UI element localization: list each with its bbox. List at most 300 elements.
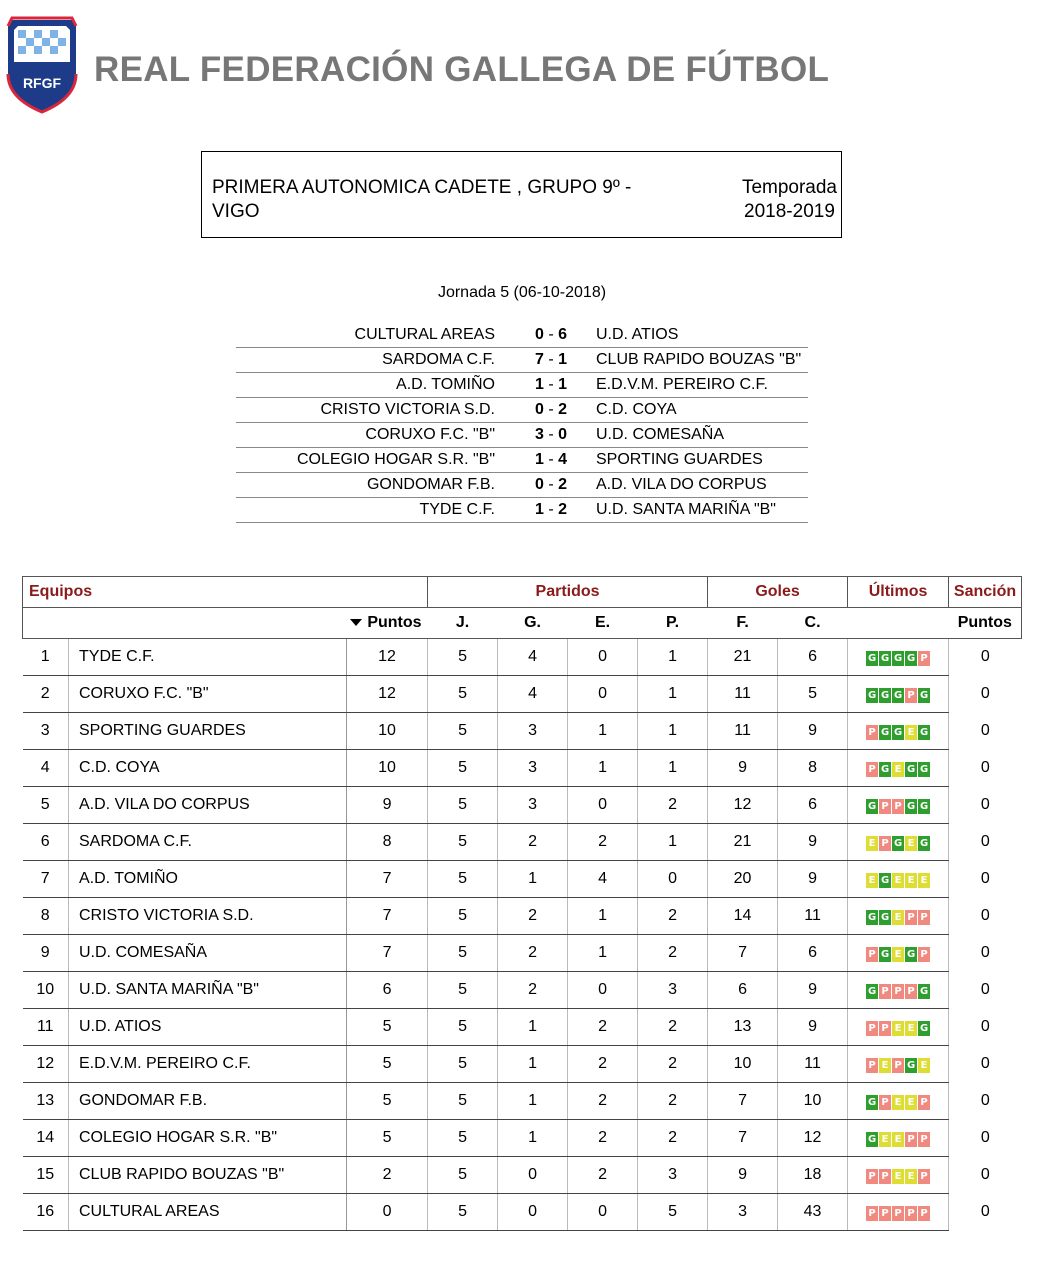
competition-name: PRIMERA AUTONOMICA CADETE , GRUPO 9º - VIGO	[212, 177, 632, 222]
last-results-cell	[848, 898, 949, 935]
col-p: P.	[638, 608, 708, 639]
drawn-cell: 1	[568, 898, 638, 935]
header-sancion: Sanción	[949, 577, 1022, 608]
sanction-cell: 0	[980, 685, 990, 702]
table-row	[23, 898, 1022, 935]
drawn-cell: 2	[568, 1009, 638, 1046]
goals-against-cell: 9	[778, 713, 848, 750]
won-cell: 0	[498, 1157, 568, 1194]
lost-cell: 3	[638, 1157, 708, 1194]
match-score	[510, 401, 592, 419]
lost-cell: 2	[638, 1009, 708, 1046]
result-badge: G	[880, 727, 890, 738]
sanction-cell: 0	[980, 907, 990, 924]
last-results-cell	[848, 750, 949, 787]
drawn-cell: 2	[568, 1083, 638, 1120]
team-name-cell: SPORTING GUARDES	[69, 713, 347, 750]
sanction-cell: 0	[980, 1203, 990, 1220]
away-team: CLUB RAPIDO BOUZAS "B"	[596, 351, 802, 368]
result-badge: G	[867, 801, 877, 812]
result-badge: P	[892, 984, 904, 999]
result-badge: G	[893, 838, 903, 849]
table-row	[23, 824, 1022, 861]
match-results	[236, 323, 808, 523]
result-badge: G	[906, 764, 916, 775]
team-name-cell: CULTURAL AREAS	[69, 1194, 347, 1231]
team-name-cell: A.D. VILA DO CORPUS	[69, 787, 347, 824]
goals-for-cell: 7	[708, 935, 778, 972]
played-cell: 5	[428, 972, 498, 1009]
goals-for-cell: 21	[708, 824, 778, 861]
season-block	[742, 176, 837, 224]
result-badge: E	[918, 873, 930, 888]
table-row	[23, 1157, 1022, 1194]
played-cell: 5	[428, 639, 498, 676]
score-separator: -	[543, 451, 559, 468]
goals-for-cell: 7	[708, 1083, 778, 1120]
team-name-cell: CRISTO VICTORIA S.D.	[69, 898, 347, 935]
away-team: A.D. VILA DO CORPUS	[596, 476, 767, 493]
column-header-row	[23, 608, 1022, 639]
header-equipos: Equipos	[23, 577, 428, 608]
match-row	[236, 373, 808, 398]
points-cell: 7	[347, 898, 428, 935]
home-score: 1	[534, 376, 544, 393]
played-cell: 5	[428, 750, 498, 787]
table-row	[23, 787, 1022, 824]
won-cell: 1	[498, 1120, 568, 1157]
goals-against-cell: 12	[778, 1120, 848, 1157]
result-badge: P	[866, 725, 878, 740]
result-badge: E	[879, 1058, 891, 1073]
last-results-cell	[848, 1046, 949, 1083]
goals-against-cell: 18	[778, 1157, 848, 1194]
lost-cell: 0	[638, 861, 708, 898]
sanction-cell: 0	[980, 944, 990, 961]
points-cell: 5	[347, 1083, 428, 1120]
won-cell: 2	[498, 972, 568, 1009]
position-cell: 4	[23, 750, 69, 787]
result-badge: E	[892, 762, 904, 777]
away-score: 2	[558, 401, 568, 418]
won-cell: 2	[498, 898, 568, 935]
lost-cell: 2	[638, 787, 708, 824]
result-badge: E	[905, 873, 917, 888]
result-badge: P	[905, 1206, 917, 1221]
logo-text: RFGF	[22, 75, 62, 91]
score-separator: -	[543, 501, 559, 518]
goals-for-cell: 20	[708, 861, 778, 898]
result-badge: P	[866, 947, 878, 962]
goals-against-cell: 11	[778, 898, 848, 935]
away-team: E.D.V.M. PEREIRO C.F.	[596, 376, 768, 393]
goals-against-cell: 5	[778, 676, 848, 713]
result-badge: G	[893, 653, 903, 664]
score-separator: -	[543, 326, 559, 343]
score-separator: -	[543, 426, 559, 443]
goals-for-cell: 10	[708, 1046, 778, 1083]
result-badge: G	[867, 1134, 877, 1145]
drawn-cell: 2	[568, 1046, 638, 1083]
last-results-cell	[848, 713, 949, 750]
result-badge: P	[918, 1206, 930, 1221]
result-badge: P	[879, 799, 891, 814]
home-score: 1	[534, 451, 544, 468]
result-badge: G	[893, 690, 903, 701]
result-badge: P	[879, 1206, 891, 1221]
position-cell: 7	[23, 861, 69, 898]
result-badge: E	[892, 947, 904, 962]
drawn-cell: 0	[568, 676, 638, 713]
lost-cell: 1	[638, 713, 708, 750]
team-name-cell: U.D. COMESAÑA	[69, 935, 347, 972]
won-cell: 1	[498, 861, 568, 898]
result-badge: G	[906, 653, 916, 664]
sanction-cell: 0	[980, 1018, 990, 1035]
goals-against-cell: 9	[778, 861, 848, 898]
header-ultimos: Últimos	[848, 577, 949, 608]
match-score	[510, 326, 592, 344]
sanction-cell: 0	[980, 796, 990, 813]
puntos-label: Puntos	[367, 614, 422, 631]
result-badge: G	[906, 949, 916, 960]
result-badge: G	[867, 653, 877, 664]
points-cell: 5	[347, 1120, 428, 1157]
lost-cell: 2	[638, 1046, 708, 1083]
last-results-cell	[848, 824, 949, 861]
position-cell: 14	[23, 1120, 69, 1157]
position-cell: 16	[23, 1194, 69, 1231]
goals-against-cell: 9	[778, 1009, 848, 1046]
last-results-cell	[848, 1083, 949, 1120]
last-results-cell	[848, 1157, 949, 1194]
position-cell: 13	[23, 1083, 69, 1120]
won-cell: 4	[498, 676, 568, 713]
sanction-cell: 0	[980, 759, 990, 776]
last-results-cell	[848, 972, 949, 1009]
away-team: C.D. COYA	[596, 401, 677, 418]
result-badge: E	[905, 1021, 917, 1036]
away-team: SPORTING GUARDES	[596, 451, 763, 468]
away-team: U.D. ATIOS	[596, 326, 679, 343]
result-badge: E	[892, 910, 904, 925]
result-badge: G	[919, 690, 929, 701]
played-cell: 5	[428, 713, 498, 750]
org-title: REAL FEDERACIÓN GALLEGA DE FÚTBOL	[94, 50, 830, 89]
match-row	[236, 323, 808, 348]
match-score	[510, 501, 592, 519]
result-badge: G	[919, 838, 929, 849]
position-cell: 11	[23, 1009, 69, 1046]
position-cell: 12	[23, 1046, 69, 1083]
played-cell: 5	[428, 1157, 498, 1194]
points-cell: 9	[347, 787, 428, 824]
lost-cell: 2	[638, 898, 708, 935]
last-results-cell	[848, 1194, 949, 1231]
table-row	[23, 1083, 1022, 1120]
drawn-cell: 1	[568, 713, 638, 750]
score-separator: -	[543, 476, 559, 493]
result-badge: G	[919, 1023, 929, 1034]
result-badge: P	[892, 799, 904, 814]
played-cell: 5	[428, 935, 498, 972]
result-badge: P	[866, 762, 878, 777]
won-cell: 0	[498, 1194, 568, 1231]
won-cell: 3	[498, 750, 568, 787]
won-cell: 3	[498, 713, 568, 750]
goals-against-cell: 10	[778, 1083, 848, 1120]
sanction-cell: 0	[980, 1129, 990, 1146]
match-row	[236, 348, 808, 373]
sanction-cell: 0	[980, 648, 990, 666]
col-c: C.	[778, 608, 848, 639]
team-name-cell: A.D. TOMIÑO	[69, 861, 347, 898]
result-badge: G	[906, 1060, 916, 1071]
team-name-cell: TYDE C.F.	[69, 639, 347, 676]
won-cell: 4	[498, 639, 568, 676]
col-e: E.	[568, 608, 638, 639]
result-badge: P	[918, 1132, 930, 1147]
result-badge: G	[880, 653, 890, 664]
table-row	[23, 935, 1022, 972]
lost-cell: 2	[638, 935, 708, 972]
home-team: CRISTO VICTORIA S.D.	[320, 401, 495, 418]
away-team: U.D. COMESAÑA	[596, 426, 725, 443]
header-goles: Goles	[708, 577, 848, 608]
away-score: 0	[558, 426, 568, 443]
points-cell: 12	[347, 639, 428, 676]
result-badge: E	[905, 1095, 917, 1110]
result-badge: E	[866, 836, 878, 851]
home-team: A.D. TOMIÑO	[396, 376, 495, 393]
result-badge: G	[919, 764, 929, 775]
result-badge: E	[892, 1169, 904, 1184]
won-cell: 1	[498, 1083, 568, 1120]
result-badge: E	[918, 1058, 930, 1073]
score-separator: -	[543, 401, 559, 418]
won-cell: 1	[498, 1009, 568, 1046]
result-badge: P	[866, 1058, 878, 1073]
home-team: CORUXO F.C. "B"	[365, 426, 495, 443]
home-score: 0	[534, 326, 544, 343]
team-name-cell: C.D. COYA	[69, 750, 347, 787]
home-team: SARDOMA C.F.	[382, 351, 495, 368]
points-cell: 6	[347, 972, 428, 1009]
result-badge: G	[906, 801, 916, 812]
result-badge: G	[880, 764, 890, 775]
team-name-cell: COLEGIO HOGAR S.R. "B"	[69, 1120, 347, 1157]
last-results-cell	[848, 787, 949, 824]
result-badge: P	[879, 1021, 891, 1036]
lost-cell: 1	[638, 676, 708, 713]
result-badge: P	[918, 1095, 930, 1110]
match-row	[236, 498, 808, 523]
goals-for-cell: 7	[708, 1120, 778, 1157]
won-cell: 3	[498, 787, 568, 824]
sort-puntos-header[interactable]	[347, 608, 428, 639]
won-cell: 1	[498, 1046, 568, 1083]
home-score: 1	[534, 501, 544, 518]
result-badge: G	[919, 986, 929, 997]
played-cell: 5	[428, 1083, 498, 1120]
sanction-cell: 0	[980, 981, 990, 998]
team-name-cell: SARDOMA C.F.	[69, 824, 347, 861]
points-cell: 7	[347, 861, 428, 898]
table-row	[23, 713, 1022, 750]
goals-against-cell: 6	[778, 787, 848, 824]
goals-for-cell: 11	[708, 713, 778, 750]
home-team: TYDE C.F.	[419, 501, 495, 518]
played-cell: 5	[428, 1194, 498, 1231]
lost-cell: 2	[638, 1083, 708, 1120]
goals-for-cell: 3	[708, 1194, 778, 1231]
position-cell: 15	[23, 1157, 69, 1194]
goals-for-cell: 12	[708, 787, 778, 824]
competition-box	[201, 151, 842, 238]
goals-for-cell: 6	[708, 972, 778, 1009]
result-badge: P	[918, 910, 930, 925]
result-badge: G	[867, 912, 877, 923]
team-name-cell: CLUB RAPIDO BOUZAS "B"	[69, 1157, 347, 1194]
result-badge: P	[905, 1132, 917, 1147]
table-row	[23, 639, 1022, 676]
sanction-cell: 0	[980, 1092, 990, 1109]
table-row	[23, 1046, 1022, 1083]
sanction-cell: 0	[980, 1055, 990, 1072]
points-cell: 2	[347, 1157, 428, 1194]
goals-for-cell: 21	[708, 639, 778, 676]
points-cell: 5	[347, 1009, 428, 1046]
sanction-cell: 0	[980, 870, 990, 887]
rfgf-logo	[4, 14, 80, 114]
result-badge: E	[892, 1021, 904, 1036]
header-partidos: Partidos	[428, 577, 708, 608]
group-header-row	[23, 577, 1022, 608]
jornada-label: Jornada 5 (06-10-2018)	[437, 284, 607, 301]
points-cell: 8	[347, 824, 428, 861]
result-badge: G	[893, 727, 903, 738]
lost-cell: 3	[638, 972, 708, 1009]
result-badge: E	[879, 1132, 891, 1147]
table-row	[23, 750, 1022, 787]
goals-against-cell: 43	[778, 1194, 848, 1231]
played-cell: 5	[428, 824, 498, 861]
result-badge: E	[892, 873, 904, 888]
away-score: 4	[558, 451, 568, 468]
home-team: CULTURAL AREAS	[354, 326, 495, 343]
col-f: F.	[708, 608, 778, 639]
drawn-cell: 4	[568, 861, 638, 898]
match-score	[510, 376, 592, 394]
played-cell: 5	[428, 1046, 498, 1083]
lost-cell: 2	[638, 1120, 708, 1157]
team-name-cell: GONDOMAR F.B.	[69, 1083, 347, 1120]
home-score: 0	[534, 476, 544, 493]
lost-cell: 5	[638, 1194, 708, 1231]
home-team: COLEGIO HOGAR S.R. "B"	[296, 451, 495, 468]
points-cell: 12	[347, 676, 428, 713]
away-score: 6	[558, 326, 568, 343]
away-score: 1	[558, 351, 568, 368]
standings-table	[22, 576, 1022, 1231]
team-name-cell: E.D.V.M. PEREIRO C.F.	[69, 1046, 347, 1083]
last-results-cell	[848, 639, 949, 676]
match-row	[236, 473, 808, 498]
col-j: J.	[428, 608, 498, 639]
last-results-cell	[848, 935, 949, 972]
result-badge: P	[879, 836, 891, 851]
away-score: 2	[558, 476, 568, 493]
goals-against-cell: 9	[778, 824, 848, 861]
away-team: U.D. SANTA MARIÑA "B"	[596, 501, 776, 518]
team-name-cell: CORUXO F.C. "B"	[69, 676, 347, 713]
away-score: 2	[558, 501, 568, 518]
result-badge: G	[880, 912, 890, 923]
goals-for-cell: 9	[708, 750, 778, 787]
goals-for-cell: 13	[708, 1009, 778, 1046]
played-cell: 5	[428, 861, 498, 898]
result-badge: G	[867, 690, 877, 701]
result-badge: P	[892, 1058, 904, 1073]
won-cell: 2	[498, 935, 568, 972]
col-sancion-puntos: Puntos	[949, 608, 1022, 639]
goals-against-cell: 8	[778, 750, 848, 787]
result-badge: P	[905, 910, 917, 925]
won-cell: 2	[498, 824, 568, 861]
match-score	[510, 476, 592, 494]
match-row	[236, 448, 808, 473]
goals-for-cell: 9	[708, 1157, 778, 1194]
result-badge: G	[880, 875, 890, 886]
match-row	[236, 398, 808, 423]
result-badge: P	[918, 651, 930, 666]
drawn-cell: 0	[568, 972, 638, 1009]
played-cell: 5	[428, 676, 498, 713]
position-cell: 3	[23, 713, 69, 750]
result-badge: P	[866, 1169, 878, 1184]
drawn-cell: 0	[568, 1194, 638, 1231]
goals-against-cell: 9	[778, 972, 848, 1009]
result-badge: E	[892, 1132, 904, 1147]
result-badge: G	[867, 1097, 877, 1108]
result-badge: G	[880, 949, 890, 960]
goals-against-cell: 11	[778, 1046, 848, 1083]
table-row	[23, 1120, 1022, 1157]
result-badge: G	[867, 986, 877, 997]
drawn-cell: 0	[568, 639, 638, 676]
result-badge: G	[880, 690, 890, 701]
lost-cell: 1	[638, 639, 708, 676]
played-cell: 5	[428, 1120, 498, 1157]
table-row	[23, 861, 1022, 898]
col-g: G.	[498, 608, 568, 639]
result-badge: P	[905, 984, 917, 999]
goals-against-cell: 6	[778, 935, 848, 972]
result-badge: E	[905, 1169, 917, 1184]
position-cell: 5	[23, 787, 69, 824]
result-badge: E	[866, 873, 878, 888]
result-badge: E	[905, 725, 917, 740]
home-team: GONDOMAR F.B.	[366, 476, 495, 493]
drawn-cell: 1	[568, 935, 638, 972]
played-cell: 5	[428, 787, 498, 824]
season-value: 2018-2019	[744, 201, 835, 222]
result-badge: E	[905, 836, 917, 851]
position-cell: 2	[23, 676, 69, 713]
drawn-cell: 0	[568, 787, 638, 824]
table-row	[23, 1194, 1022, 1231]
last-results-cell	[848, 676, 949, 713]
